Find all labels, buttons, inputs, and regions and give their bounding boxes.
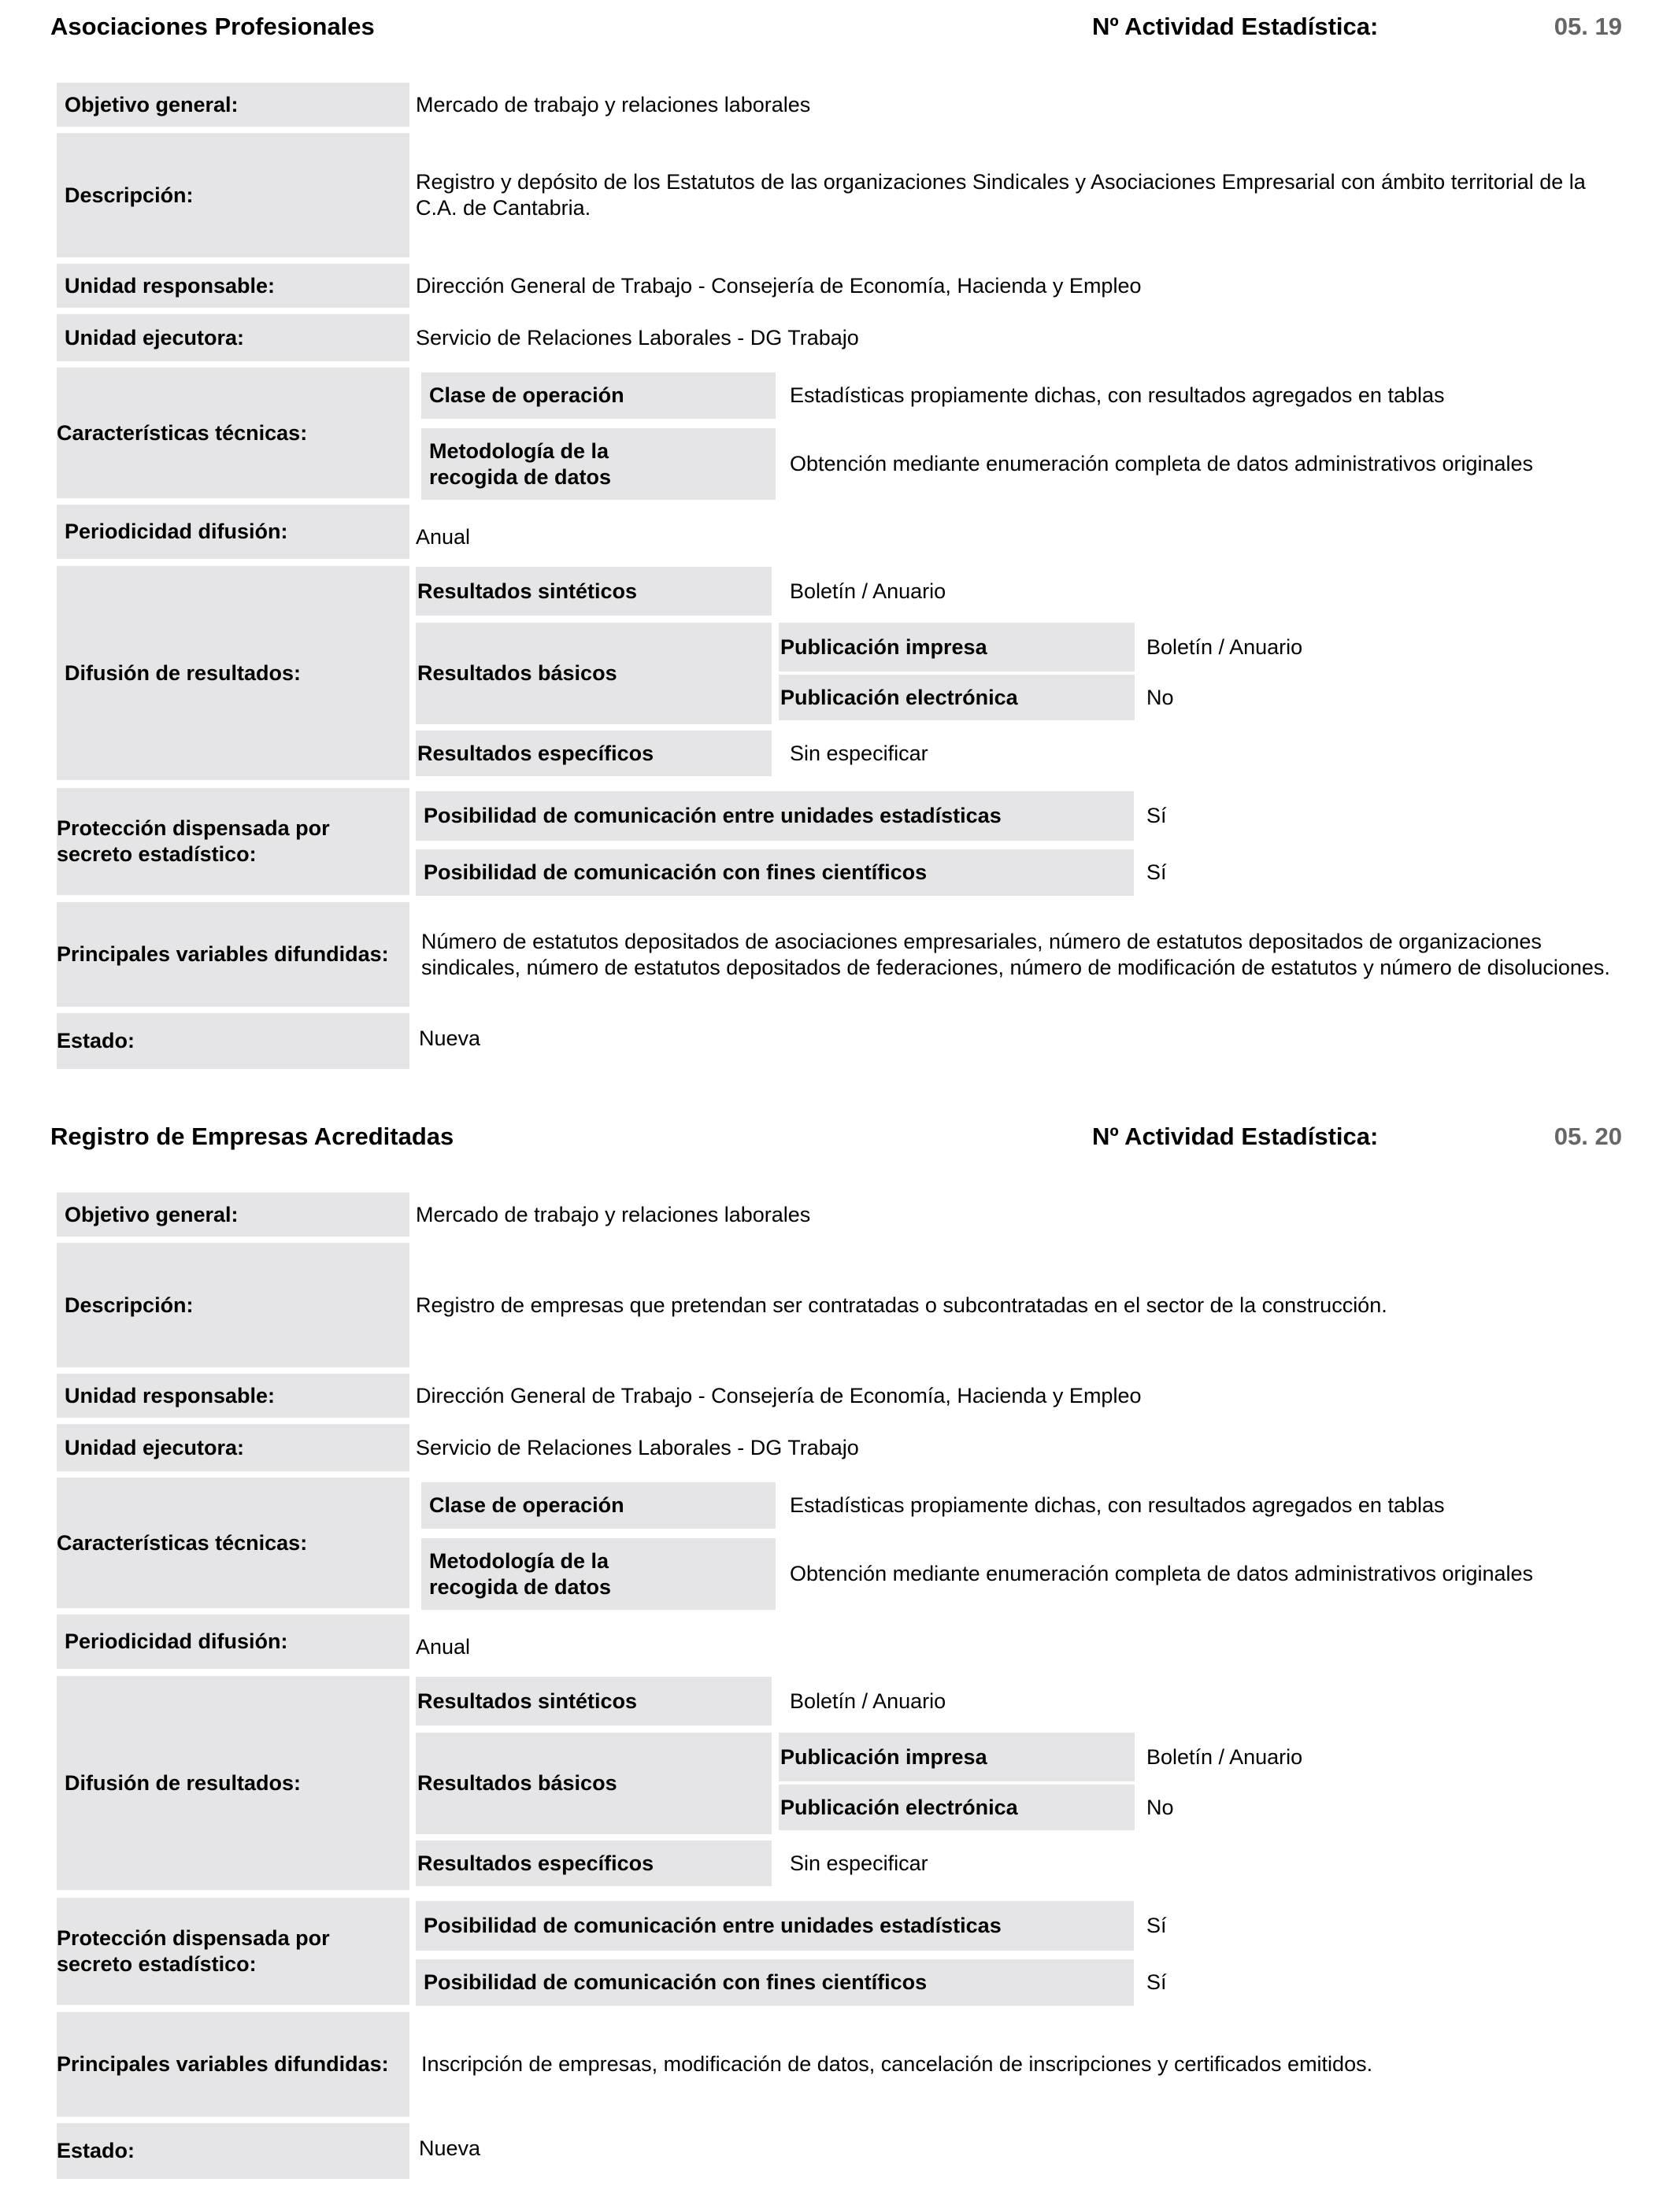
objetivo-label: Objetivo general: <box>57 83 409 127</box>
periodicidad-label: Periodicidad difusión: <box>57 1615 409 1669</box>
electronica-label: Publicación electrónica <box>779 1785 1135 1830</box>
caracteristicas-label: Características técnicas: <box>57 368 409 498</box>
clase-operacion-value: Estadísticas propiamente dichas, con resultados agregados en tablas <box>790 1493 1445 1517</box>
unidad-responsable-value: Dirección General de Trabajo - Consejería de Economía, Hacienda y Empleo <box>416 273 1142 298</box>
impresa-value: Boletín / Anuario <box>1146 1744 1303 1769</box>
difusion-label: Difusión de resultados: <box>57 1676 409 1890</box>
estado-label: Estado: <box>57 1013 409 1069</box>
descripcion-label: Descripción: <box>57 1243 409 1367</box>
impresa-label: Publicación impresa <box>779 1733 1135 1781</box>
comunicacion-cientificos-value: Sí <box>1146 860 1167 884</box>
clase-operacion-label: Clase de operación <box>421 1482 776 1529</box>
impresa-label: Publicación impresa <box>779 623 1135 671</box>
clase-operacion-label: Clase de operación <box>421 372 776 419</box>
descripcion-value: Registro y depósito de los Estatutos de las organizaciones Sindicales y Asociaciones Empresarial con ámbito territorial de la C.A. de Cantabria. <box>416 170 1586 220</box>
variables-value: Inscripción de empresas, modificación de datos, cancelación de inscripciones y certificados emitidos. <box>421 2052 1373 2076</box>
metodologia-label: Metodología de la recogida de datos <box>421 428 776 500</box>
comunicacion-unidades-value: Sí <box>1146 804 1167 827</box>
sinteticos-label: Resultados sintéticos <box>416 567 772 616</box>
proteccion-label: Protección dispensada por secreto estadístico: <box>57 1898 409 2005</box>
descripcion-label: Descripción: <box>57 133 409 257</box>
estado-value: Nueva <box>419 1026 481 1050</box>
activity-number: 05. 20 <box>1554 1123 1622 1150</box>
variables-label: Principales variables difundidas: <box>57 902 409 1007</box>
sinteticos-label: Resultados sintéticos <box>416 1677 772 1726</box>
difusion-label: Difusión de resultados: <box>57 566 409 780</box>
especificos-label: Resultados específicos <box>416 1840 772 1886</box>
activity-number-label: Nº Actividad Estadística: <box>1092 1123 1379 1150</box>
comunicacion-unidades-label: Posibilidad de comunicación entre unidades estadísticas <box>416 791 1134 841</box>
impresa-value: Boletín / Anuario <box>1146 634 1303 659</box>
comunicacion-cientificos-label: Posibilidad de comunicación con fines científicos <box>416 849 1134 896</box>
periodicidad-value: Anual <box>416 525 471 549</box>
variables-value: Número de estatutos depositados de asociaciones empresariales, número de estatutos depositados de organizaciones sindicales, número de estatutos depositados de federaciones, número de modificación de estatutos y número de disoluciones. <box>421 929 1610 979</box>
basicos-label: Resultados básicos <box>416 1733 772 1834</box>
variables-label: Principales variables difundidas: <box>57 2012 409 2117</box>
objetivo-value: Mercado de trabajo y relaciones laborales <box>416 1202 811 1226</box>
sinteticos-value: Boletín / Anuario <box>790 1689 946 1713</box>
comunicacion-cientificos-value: Sí <box>1146 1970 1167 1994</box>
sinteticos-value: Boletín / Anuario <box>790 579 946 603</box>
unidad-responsable-value: Dirección General de Trabajo - Consejería de Economía, Hacienda y Empleo <box>416 1383 1142 1407</box>
estado-label: Estado: <box>57 2123 409 2179</box>
clase-operacion-value: Estadísticas propiamente dichas, con resultados agregados en tablas <box>790 383 1445 407</box>
comunicacion-cientificos-label: Posibilidad de comunicación con fines científicos <box>416 1959 1134 2006</box>
electronica-value: No <box>1146 685 1174 709</box>
activity-number: 05. 19 <box>1554 13 1622 40</box>
especificos-value: Sin especificar <box>790 1851 928 1875</box>
estado-value: Nueva <box>419 2136 481 2160</box>
unidad-responsable-label: Unidad responsable: <box>57 1374 409 1418</box>
electronica-label: Publicación electrónica <box>779 675 1135 720</box>
especificos-value: Sin especificar <box>790 741 928 765</box>
unidad-ejecutora-value: Servicio de Relaciones Laborales - DG Trabajo <box>416 325 859 350</box>
periodicidad-label: Periodicidad difusión: <box>57 505 409 559</box>
activity-number-label: Nº Actividad Estadística: <box>1092 13 1379 40</box>
metodologia-label: Metodología de la recogida de datos <box>421 1538 776 1610</box>
unidad-ejecutora-label: Unidad ejecutora: <box>57 1424 409 1471</box>
record-sheet-1 <box>0 0 1674 1102</box>
metodologia-value: Obtención mediante enumeración completa de datos administrativos originales <box>790 452 1534 475</box>
comunicacion-unidades-value: Sí <box>1146 1914 1167 1937</box>
metodologia-value: Obtención mediante enumeración completa de datos administrativos originales <box>790 1562 1534 1585</box>
record-sheet-2 <box>0 1110 1674 2212</box>
electronica-value: No <box>1146 1795 1174 1819</box>
objetivo-label: Objetivo general: <box>57 1193 409 1237</box>
proteccion-label: Protección dispensada por secreto estadístico: <box>57 788 409 895</box>
caracteristicas-label: Características técnicas: <box>57 1478 409 1608</box>
record-title: Asociaciones Profesionales <box>50 13 375 40</box>
descripcion-value: Registro de empresas que pretendan ser contratadas o subcontratadas en el sector de la construcción. <box>416 1293 1387 1317</box>
especificos-label: Resultados específicos <box>416 731 772 776</box>
unidad-responsable-label: Unidad responsable: <box>57 264 409 308</box>
record-title: Registro de Empresas Acreditadas <box>50 1123 454 1150</box>
basicos-label: Resultados básicos <box>416 623 772 724</box>
periodicidad-value: Anual <box>416 1635 471 1659</box>
unidad-ejecutora-value: Servicio de Relaciones Laborales - DG Trabajo <box>416 1435 859 1459</box>
comunicacion-unidades-label: Posibilidad de comunicación entre unidades estadísticas <box>416 1901 1134 1951</box>
unidad-ejecutora-label: Unidad ejecutora: <box>57 314 409 361</box>
objetivo-value: Mercado de trabajo y relaciones laborales <box>416 92 811 117</box>
